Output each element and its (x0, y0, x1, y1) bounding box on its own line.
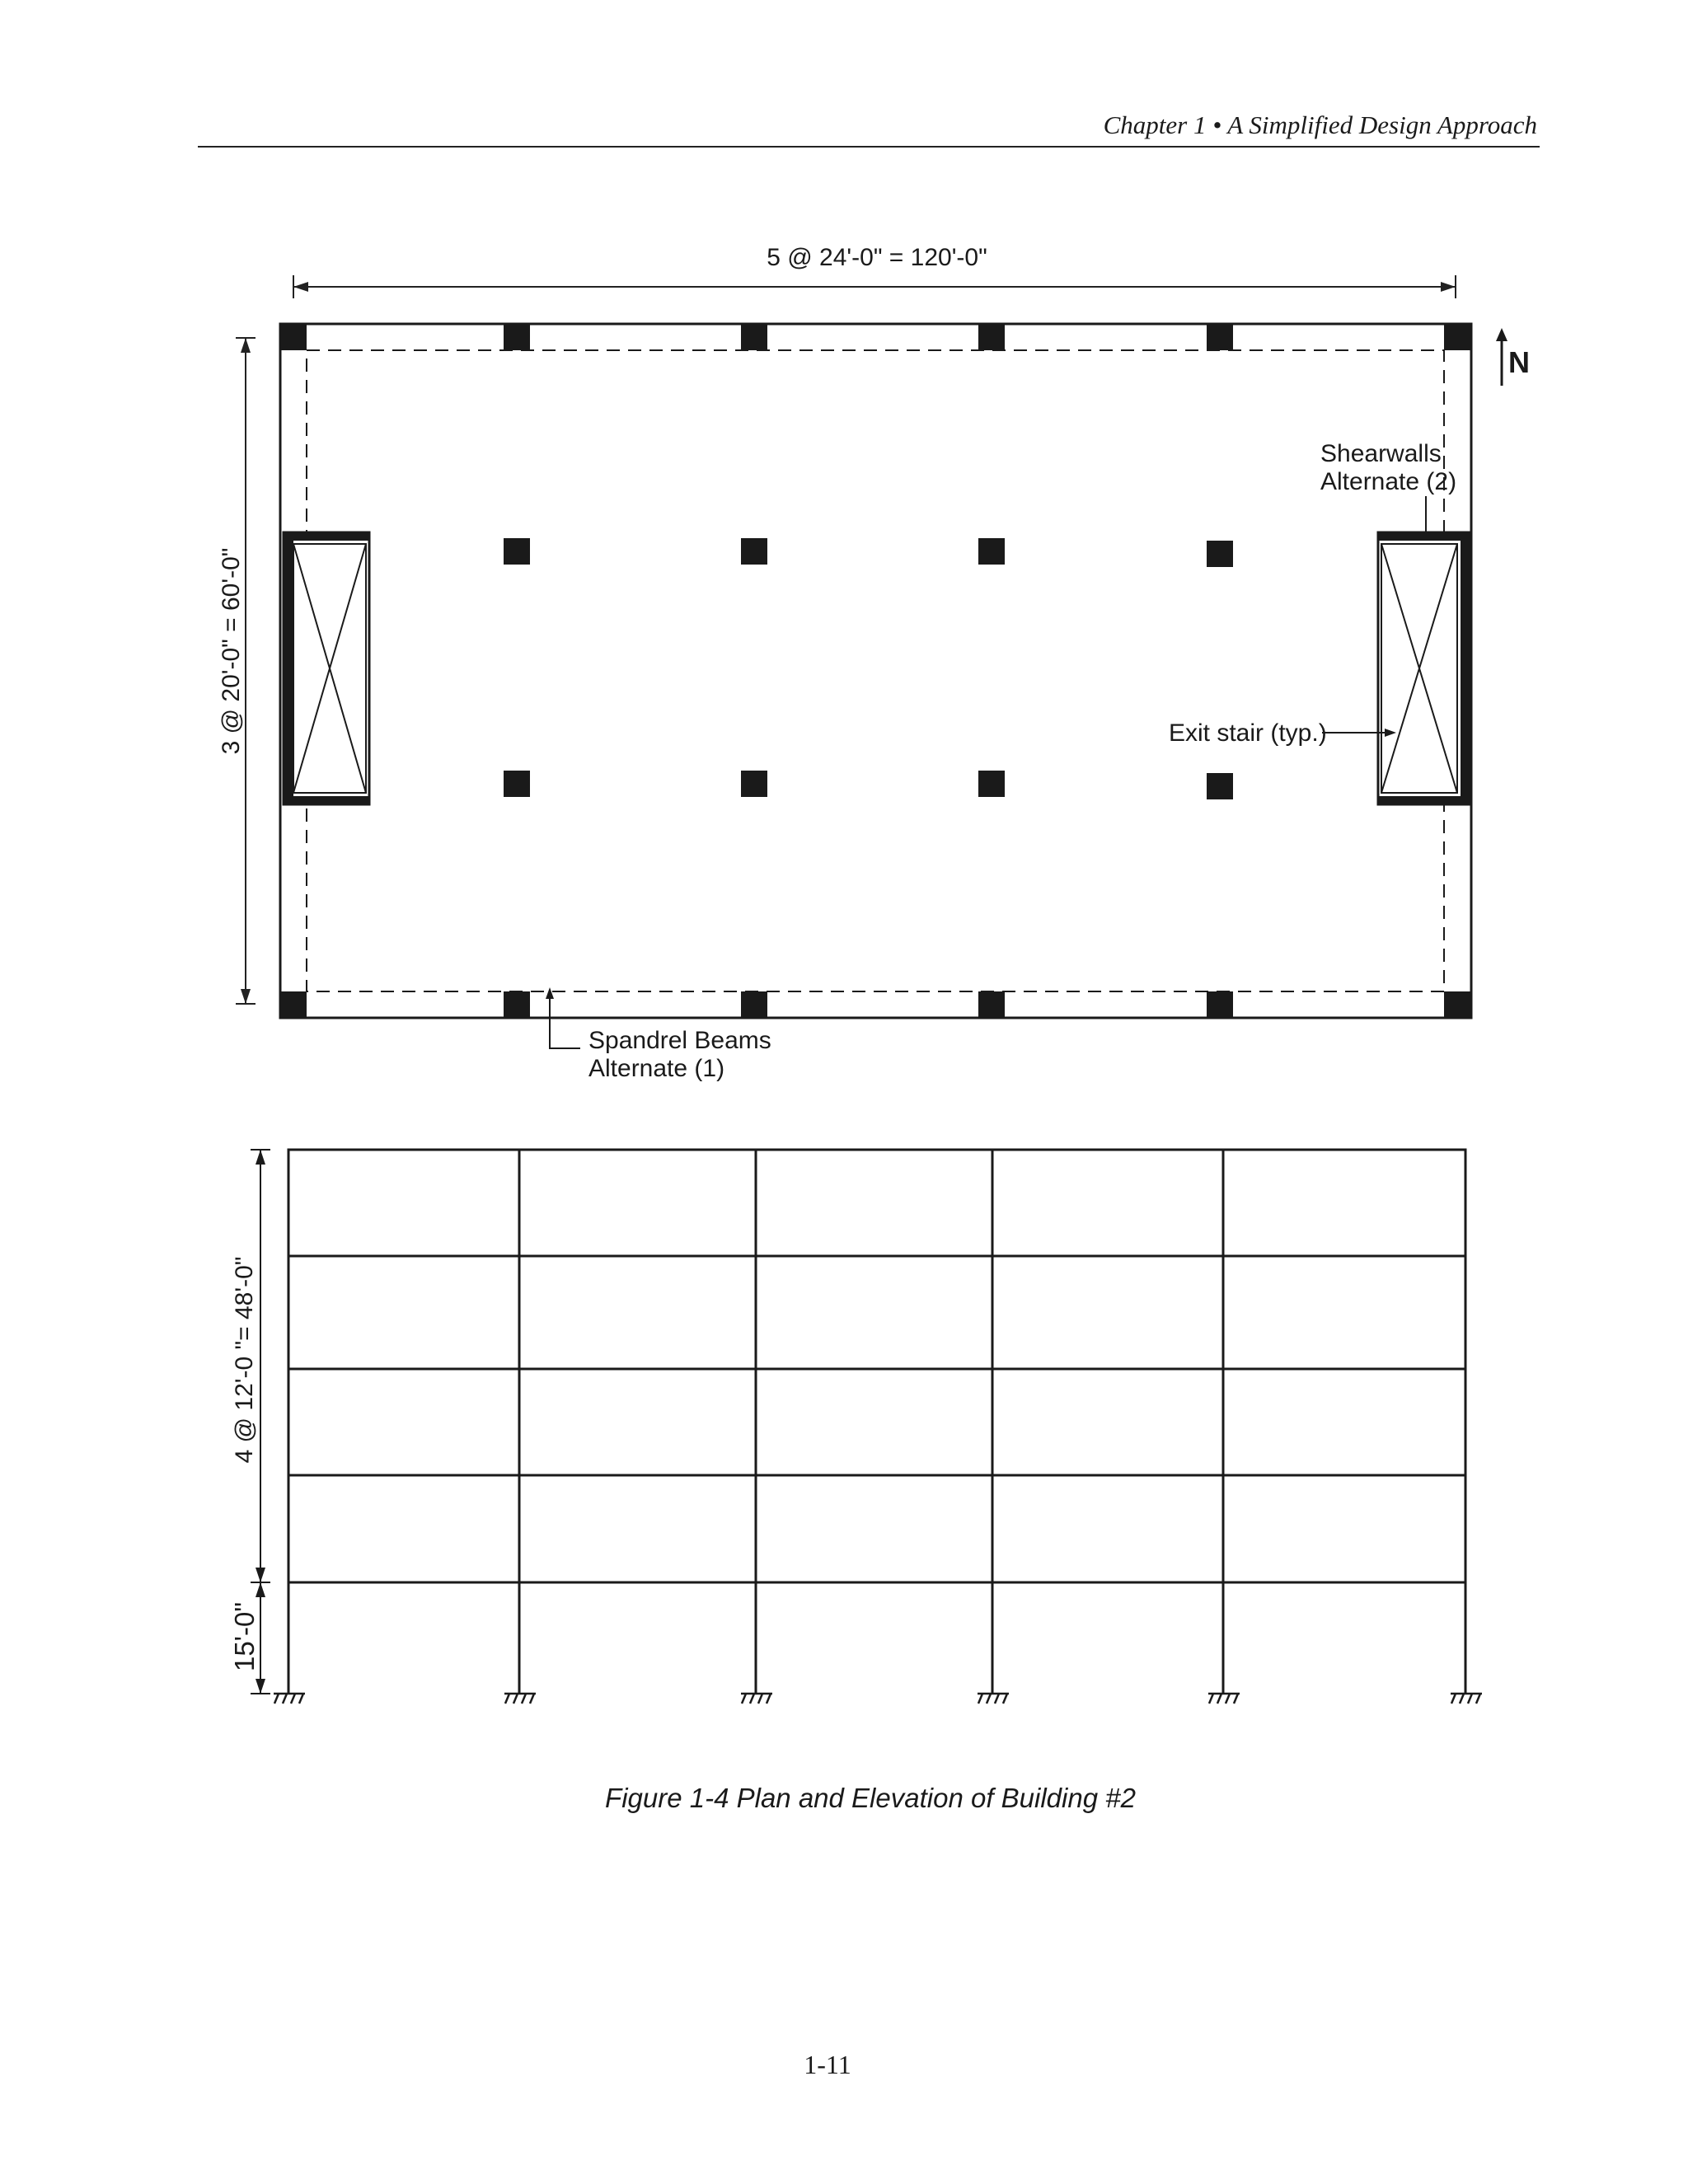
running-header: Chapter 1 • A Simplified Design Approach (1103, 110, 1537, 139)
column (504, 771, 530, 797)
column (280, 324, 307, 350)
column (741, 324, 767, 350)
plan-depth-label: 3 @ 20'-0" = 60'-0" (218, 547, 245, 755)
interior-columns (504, 538, 1233, 799)
column (1207, 773, 1233, 799)
building-outline (280, 324, 1471, 1018)
column (280, 991, 307, 1018)
spandrel-label-line2: Alternate (1) (588, 1055, 725, 1082)
column (1444, 324, 1470, 350)
first-story-dimension-label: 15'-0" (229, 1601, 260, 1672)
spandrel-beam-line (307, 350, 1444, 991)
exit-stair-label: Exit stair (typ.) (1169, 719, 1327, 747)
plan-width-dimension (293, 275, 1456, 298)
page-number: 1-11 (804, 2050, 851, 2079)
column (504, 538, 530, 565)
shearwalls-label-line1: Shearwalls (1320, 440, 1442, 467)
elevation-frame (288, 1150, 1465, 1582)
column (978, 538, 1005, 565)
column (1444, 991, 1470, 1018)
upper-stories-dimension-label: 4 @ 12'-0 "= 48'-0" (231, 1256, 258, 1464)
elevation-columns (288, 1150, 1465, 1694)
building-elevation (229, 1150, 1482, 1704)
figure-caption: Figure 1-4 Plan and Elevation of Building #2 (605, 1783, 1136, 1813)
spandrel-label-line1: Spandrel Beams (588, 1027, 771, 1054)
fixed-support-icon (978, 1694, 1009, 1704)
column (978, 324, 1005, 350)
exit-stair-leader (1322, 729, 1396, 737)
column (978, 771, 1005, 797)
fixed-supports (274, 1694, 1482, 1704)
column (504, 991, 530, 1018)
column (741, 771, 767, 797)
exit-stair-east (1378, 532, 1470, 804)
column (504, 324, 530, 350)
north-label: N (1508, 345, 1530, 379)
fixed-support-icon (741, 1694, 772, 1704)
column (741, 538, 767, 565)
exit-stair-west (284, 532, 369, 804)
fixed-support-icon (1451, 1694, 1482, 1704)
column (1207, 324, 1233, 350)
column (978, 991, 1005, 1018)
shearwalls-label-line2: Alternate (2) (1320, 468, 1457, 495)
fixed-support-icon (1208, 1694, 1240, 1704)
perimeter-columns (280, 324, 1470, 1018)
plan-width-label: 5 @ 24'-0" = 120'-0" (767, 244, 987, 271)
column (1207, 991, 1233, 1018)
fixed-support-icon (274, 1694, 305, 1704)
north-arrow-icon (1496, 328, 1507, 386)
fixed-support-icon (504, 1694, 536, 1704)
floor-plan (218, 244, 1530, 1082)
column (1207, 541, 1233, 567)
column (741, 991, 767, 1018)
